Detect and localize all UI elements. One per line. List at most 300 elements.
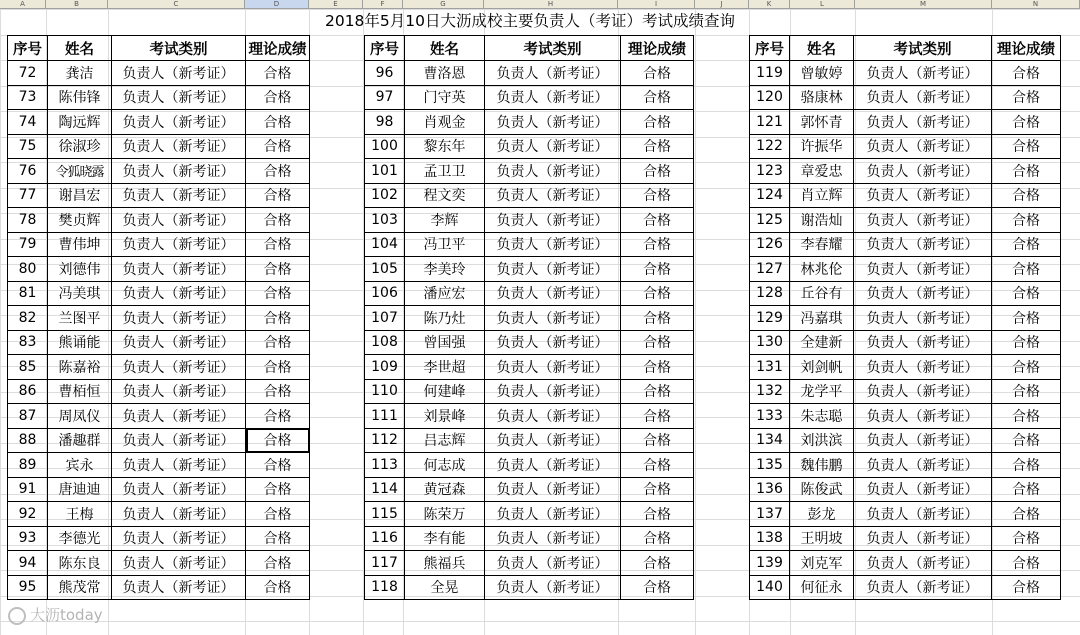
table-row xyxy=(8,134,310,159)
exam-type-cell[interactable]: 负责人（新考证） xyxy=(485,526,621,551)
column-header-h[interactable]: H xyxy=(484,0,618,8)
name-cell[interactable]: 李世超 xyxy=(405,355,485,380)
column-header-e[interactable]: E xyxy=(309,0,363,8)
name-cell[interactable]: 全建新 xyxy=(790,330,854,355)
exam-type-cell[interactable]: 负责人（新考证） xyxy=(854,85,992,110)
exam-type-cell[interactable]: 负责人（新考证） xyxy=(485,502,621,527)
exam-type-cell[interactable]: 负责人（新考证） xyxy=(112,502,246,527)
score-cell[interactable]: 合格 xyxy=(992,575,1061,600)
column-header-c[interactable]: C xyxy=(108,0,245,8)
name-cell[interactable]: 李德光 xyxy=(48,526,112,551)
score-cell[interactable]: 合格 xyxy=(621,159,694,184)
exam-type-cell[interactable]: 负责人（新考证） xyxy=(485,306,621,331)
score-cell[interactable]: 合格 xyxy=(246,159,310,184)
score-cell[interactable]: 合格 xyxy=(246,134,310,159)
name-cell[interactable]: 刘洪滨 xyxy=(790,428,854,453)
header-score[interactable]: 理论成绩 xyxy=(992,36,1061,61)
exam-type-cell[interactable]: 负责人（新考证） xyxy=(112,330,246,355)
row-number-cell[interactable]: 121 xyxy=(750,110,790,135)
name-cell[interactable]: 陈乃灶 xyxy=(405,306,485,331)
name-cell[interactable]: 门守英 xyxy=(405,85,485,110)
name-cell[interactable]: 魏伟鹏 xyxy=(790,453,854,478)
name-cell[interactable]: 朱志聪 xyxy=(790,404,854,429)
row-number-cell[interactable]: 87 xyxy=(8,404,48,429)
score-cell[interactable]: 合格 xyxy=(621,575,694,600)
row-number-cell[interactable]: 118 xyxy=(365,575,405,600)
score-cell[interactable]: 合格 xyxy=(246,526,310,551)
header-no[interactable]: 序号 xyxy=(365,36,405,61)
row-number-cell[interactable]: 106 xyxy=(365,281,405,306)
score-cell[interactable]: 合格 xyxy=(992,502,1061,527)
column-header-m[interactable]: M xyxy=(855,0,992,8)
exam-type-cell[interactable]: 负责人（新考证） xyxy=(854,428,992,453)
column-header-l[interactable]: L xyxy=(790,0,855,8)
score-cell[interactable]: 合格 xyxy=(621,306,694,331)
row-number-cell[interactable]: 128 xyxy=(750,281,790,306)
exam-type-cell[interactable]: 负责人（新考证） xyxy=(854,208,992,233)
name-cell[interactable]: 刘剑帆 xyxy=(790,355,854,380)
score-cell[interactable]: 合格 xyxy=(992,134,1061,159)
exam-type-cell[interactable]: 负责人（新考证） xyxy=(854,281,992,306)
score-cell[interactable]: 合格 xyxy=(246,379,310,404)
score-cell[interactable]: 合格 xyxy=(992,257,1061,282)
exam-type-cell[interactable]: 负责人（新考证） xyxy=(485,257,621,282)
row-number-cell[interactable]: 77 xyxy=(8,183,48,208)
column-header-d[interactable]: D xyxy=(245,0,309,8)
row-number-cell[interactable]: 133 xyxy=(750,404,790,429)
name-cell[interactable]: 曾敏婷 xyxy=(790,61,854,86)
watermark-logo-icon xyxy=(8,607,26,625)
row-number-cell[interactable]: 100 xyxy=(365,134,405,159)
name-cell[interactable]: 冯美琪 xyxy=(48,281,112,306)
exam-type-cell[interactable]: 负责人（新考证） xyxy=(485,208,621,233)
row-number-cell[interactable]: 135 xyxy=(750,453,790,478)
row-number-cell[interactable]: 117 xyxy=(365,551,405,576)
row-number-cell[interactable]: 123 xyxy=(750,159,790,184)
exam-type-cell[interactable]: 负责人（新考证） xyxy=(854,502,992,527)
row-number-cell[interactable]: 76 xyxy=(8,159,48,184)
row-number-cell[interactable]: 139 xyxy=(750,551,790,576)
row-number-cell[interactable]: 83 xyxy=(8,330,48,355)
name-cell[interactable]: 徐淑珍 xyxy=(48,134,112,159)
row-number-cell[interactable]: 93 xyxy=(8,526,48,551)
row-number-cell[interactable]: 113 xyxy=(365,453,405,478)
row-number-cell[interactable]: 102 xyxy=(365,183,405,208)
name-cell[interactable]: 周凤仪 xyxy=(48,404,112,429)
exam-type-cell[interactable]: 负责人（新考证） xyxy=(854,110,992,135)
row-number-cell[interactable]: 94 xyxy=(8,551,48,576)
score-cell[interactable]: 合格 xyxy=(621,183,694,208)
name-cell[interactable]: 熊茂常 xyxy=(48,575,112,600)
name-cell[interactable]: 陈嘉裕 xyxy=(48,355,112,380)
exam-type-cell[interactable]: 负责人（新考证） xyxy=(485,61,621,86)
row-number-cell[interactable]: 80 xyxy=(8,257,48,282)
exam-type-cell[interactable]: 负责人（新考证） xyxy=(112,232,246,257)
exam-type-cell[interactable]: 负责人（新考证） xyxy=(485,232,621,257)
name-cell[interactable]: 许振华 xyxy=(790,134,854,159)
row-number-cell[interactable]: 125 xyxy=(750,208,790,233)
row-number-cell[interactable]: 88 xyxy=(8,428,48,453)
name-cell[interactable]: 程文奕 xyxy=(405,183,485,208)
exam-type-cell[interactable]: 负责人（新考证） xyxy=(112,355,246,380)
name-cell[interactable]: 陶远辉 xyxy=(48,110,112,135)
exam-type-cell[interactable]: 负责人（新考证） xyxy=(112,257,246,282)
score-cell[interactable]: 合格 xyxy=(992,232,1061,257)
header-type[interactable]: 考试类别 xyxy=(112,36,246,61)
score-cell[interactable]: 合格 xyxy=(246,575,310,600)
score-cell[interactable]: 合格 xyxy=(621,257,694,282)
name-cell[interactable]: 李美玲 xyxy=(405,257,485,282)
row-number-cell[interactable]: 85 xyxy=(8,355,48,380)
exam-type-cell[interactable]: 负责人（新考证） xyxy=(854,183,992,208)
name-cell[interactable]: 谢昌宏 xyxy=(48,183,112,208)
score-cell[interactable]: 合格 xyxy=(992,477,1061,502)
exam-type-cell[interactable]: 负责人（新考证） xyxy=(854,477,992,502)
row-number-cell[interactable]: 129 xyxy=(750,306,790,331)
exam-type-cell[interactable]: 负责人（新考证） xyxy=(112,306,246,331)
row-number-cell[interactable]: 101 xyxy=(365,159,405,184)
column-header-b[interactable]: B xyxy=(46,0,108,8)
score-cell[interactable]: 合格 xyxy=(621,355,694,380)
name-cell[interactable]: 彭龙 xyxy=(790,502,854,527)
name-cell[interactable]: 全晃 xyxy=(405,575,485,600)
name-cell[interactable]: 林兆伦 xyxy=(790,257,854,282)
row-number-cell[interactable]: 91 xyxy=(8,477,48,502)
row-number-cell[interactable]: 104 xyxy=(365,232,405,257)
exam-type-cell[interactable]: 负责人（新考证） xyxy=(485,85,621,110)
exam-type-cell[interactable]: 负责人（新考证） xyxy=(485,134,621,159)
row-number-cell[interactable]: 82 xyxy=(8,306,48,331)
name-cell[interactable]: 刘景峰 xyxy=(405,404,485,429)
name-cell[interactable]: 龙学平 xyxy=(790,379,854,404)
score-cell[interactable]: 合格 xyxy=(992,85,1061,110)
score-cell[interactable]: 合格 xyxy=(246,355,310,380)
exam-type-cell[interactable]: 负责人（新考证） xyxy=(854,575,992,600)
name-cell[interactable]: 丘谷有 xyxy=(790,281,854,306)
exam-type-cell[interactable]: 负责人（新考证） xyxy=(112,379,246,404)
row-number-cell[interactable]: 109 xyxy=(365,355,405,380)
row-number-cell[interactable]: 72 xyxy=(8,61,48,86)
name-cell[interactable]: 樊贞辉 xyxy=(48,208,112,233)
row-number-cell[interactable]: 75 xyxy=(8,134,48,159)
score-cell[interactable]: 合格 xyxy=(621,502,694,527)
score-cell[interactable]: 合格 xyxy=(992,551,1061,576)
score-cell[interactable]: 合格 xyxy=(246,110,310,135)
exam-type-cell[interactable]: 负责人（新考证） xyxy=(854,355,992,380)
name-cell[interactable]: 曹伟坤 xyxy=(48,232,112,257)
score-cell[interactable]: 合格 xyxy=(992,183,1061,208)
exam-type-cell[interactable]: 负责人（新考证） xyxy=(854,330,992,355)
exam-type-cell[interactable]: 负责人（新考证） xyxy=(112,551,246,576)
score-cell[interactable]: 合格 xyxy=(621,428,694,453)
exam-type-cell[interactable]: 负责人（新考证） xyxy=(112,134,246,159)
name-cell[interactable]: 龚洁 xyxy=(48,61,112,86)
score-cell[interactable]: 合格 xyxy=(992,404,1061,429)
score-cell[interactable]: 合格 xyxy=(992,110,1061,135)
column-header-j[interactable]: J xyxy=(695,0,749,8)
score-cell[interactable]: 合格 xyxy=(621,281,694,306)
score-cell[interactable]: 合格 xyxy=(621,134,694,159)
row-number-cell[interactable]: 79 xyxy=(8,232,48,257)
score-cell[interactable]: 合格 xyxy=(246,257,310,282)
score-cell[interactable]: 合格 xyxy=(992,526,1061,551)
exam-type-cell[interactable]: 负责人（新考证） xyxy=(112,159,246,184)
score-cell[interactable]: 合格 xyxy=(621,232,694,257)
score-cell[interactable]: 合格 xyxy=(992,61,1061,86)
header-no[interactable]: 序号 xyxy=(750,36,790,61)
score-cell[interactable]: 合格 xyxy=(992,306,1061,331)
row-number-cell[interactable]: 73 xyxy=(8,85,48,110)
row-number-cell[interactable]: 95 xyxy=(8,575,48,600)
row-number-cell[interactable]: 138 xyxy=(750,526,790,551)
exam-type-cell[interactable]: 负责人（新考证） xyxy=(854,379,992,404)
exam-type-cell[interactable]: 负责人（新考证） xyxy=(112,208,246,233)
name-cell[interactable]: 孟卫卫 xyxy=(405,159,485,184)
exam-type-cell[interactable]: 负责人（新考证） xyxy=(854,61,992,86)
exam-type-cell[interactable]: 负责人（新考证） xyxy=(485,404,621,429)
row-number-cell[interactable]: 110 xyxy=(365,379,405,404)
exam-type-cell[interactable]: 负责人（新考证） xyxy=(112,526,246,551)
exam-type-cell[interactable]: 负责人（新考证） xyxy=(854,453,992,478)
column-header-bar xyxy=(0,0,1080,9)
exam-type-cell[interactable]: 负责人（新考证） xyxy=(485,110,621,135)
score-cell[interactable]: 合格 xyxy=(621,208,694,233)
score-cell[interactable]: 合格 xyxy=(621,404,694,429)
name-cell[interactable]: 冯嘉琪 xyxy=(790,306,854,331)
name-cell[interactable]: 熊诵能 xyxy=(48,330,112,355)
exam-type-cell[interactable]: 负责人（新考证） xyxy=(485,453,621,478)
name-cell[interactable]: 李有能 xyxy=(405,526,485,551)
row-number-cell[interactable]: 120 xyxy=(750,85,790,110)
name-cell[interactable]: 唐迪迪 xyxy=(48,477,112,502)
exam-type-cell[interactable]: 负责人（新考证） xyxy=(854,526,992,551)
name-cell[interactable]: 何征永 xyxy=(790,575,854,600)
row-number-cell[interactable]: 107 xyxy=(365,306,405,331)
row-number-cell[interactable]: 124 xyxy=(750,183,790,208)
name-cell[interactable]: 冯卫平 xyxy=(405,232,485,257)
score-cell[interactable]: 合格 xyxy=(246,183,310,208)
name-cell[interactable]: 郭怀青 xyxy=(790,110,854,135)
table-row xyxy=(8,61,310,86)
row-number-cell[interactable]: 116 xyxy=(365,526,405,551)
score-cell[interactable]: 合格 xyxy=(621,85,694,110)
exam-type-cell[interactable]: 负责人（新考证） xyxy=(854,551,992,576)
row-number-cell[interactable]: 122 xyxy=(750,134,790,159)
row-number-cell[interactable]: 140 xyxy=(750,575,790,600)
row-number-cell[interactable]: 134 xyxy=(750,428,790,453)
score-cell[interactable]: 合格 xyxy=(621,453,694,478)
header-no[interactable]: 序号 xyxy=(8,36,48,61)
name-cell[interactable]: 曹洛恩 xyxy=(405,61,485,86)
exam-type-cell[interactable]: 负责人（新考证） xyxy=(485,355,621,380)
header-name[interactable]: 姓名 xyxy=(48,36,112,61)
name-cell[interactable]: 熊福兵 xyxy=(405,551,485,576)
name-cell[interactable]: 刘克军 xyxy=(790,551,854,576)
row-number-cell[interactable]: 97 xyxy=(365,85,405,110)
row-number-cell[interactable]: 78 xyxy=(8,208,48,233)
name-cell[interactable]: 骆康林 xyxy=(790,85,854,110)
score-cell[interactable]: 合格 xyxy=(246,232,310,257)
score-cell[interactable]: 合格 xyxy=(246,85,310,110)
exam-type-cell[interactable]: 负责人（新考证） xyxy=(112,281,246,306)
name-cell[interactable]: 李春耀 xyxy=(790,232,854,257)
name-cell[interactable]: 令狐晓露 xyxy=(48,159,112,184)
header-score[interactable]: 理论成绩 xyxy=(246,36,310,61)
score-cell[interactable]: 合格 xyxy=(992,330,1061,355)
score-cell[interactable]: 合格 xyxy=(246,477,310,502)
row-number-cell[interactable]: 74 xyxy=(8,110,48,135)
exam-type-cell[interactable]: 负责人（新考证） xyxy=(854,159,992,184)
score-cell[interactable]: 合格 xyxy=(621,110,694,135)
row-number-cell[interactable]: 137 xyxy=(750,502,790,527)
exam-type-cell[interactable]: 负责人（新考证） xyxy=(485,183,621,208)
name-cell[interactable]: 陈东良 xyxy=(48,551,112,576)
score-cell[interactable]: 合格 xyxy=(992,159,1061,184)
name-cell[interactable]: 陈荣万 xyxy=(405,502,485,527)
row-number-cell[interactable]: 108 xyxy=(365,330,405,355)
score-cell[interactable]: 合格 xyxy=(621,330,694,355)
exam-type-cell[interactable]: 负责人（新考证） xyxy=(112,404,246,429)
score-cell[interactable]: 合格 xyxy=(992,355,1061,380)
row-number-cell[interactable]: 81 xyxy=(8,281,48,306)
column-header-n[interactable]: N xyxy=(992,0,1080,8)
exam-type-cell[interactable]: 负责人（新考证） xyxy=(485,330,621,355)
exam-type-cell[interactable]: 负责人（新考证） xyxy=(854,232,992,257)
exam-type-cell[interactable]: 负责人（新考证） xyxy=(854,134,992,159)
score-cell[interactable]: 合格 xyxy=(992,453,1061,478)
name-cell[interactable]: 何志成 xyxy=(405,453,485,478)
score-cell[interactable]: 合格 xyxy=(246,306,310,331)
name-cell[interactable]: 黎东年 xyxy=(405,134,485,159)
table-row xyxy=(8,306,310,331)
score-cell[interactable]: 合格 xyxy=(246,404,310,429)
name-cell[interactable]: 陈伟锋 xyxy=(48,85,112,110)
score-cell[interactable]: 合格 xyxy=(246,453,310,478)
exam-type-cell[interactable]: 负责人（新考证） xyxy=(112,61,246,86)
row-number-cell[interactable]: 119 xyxy=(750,61,790,86)
exam-type-cell[interactable]: 负责人（新考证） xyxy=(485,477,621,502)
score-cell[interactable]: 合格 xyxy=(246,502,310,527)
exam-type-cell[interactable]: 负责人（新考证） xyxy=(485,379,621,404)
row-number-cell[interactable]: 89 xyxy=(8,453,48,478)
row-number-cell[interactable]: 112 xyxy=(365,428,405,453)
score-cell[interactable]: 合格 xyxy=(621,477,694,502)
name-cell[interactable]: 潘趣群 xyxy=(48,428,112,453)
row-number-cell[interactable]: 92 xyxy=(8,502,48,527)
row-number-cell[interactable]: 130 xyxy=(750,330,790,355)
table-row xyxy=(8,208,310,233)
row-number-cell[interactable]: 132 xyxy=(750,379,790,404)
row-number-cell[interactable]: 105 xyxy=(365,257,405,282)
exam-type-cell[interactable]: 负责人（新考证） xyxy=(485,575,621,600)
score-cell[interactable]: 合格 xyxy=(246,61,310,86)
name-cell[interactable]: 吕志辉 xyxy=(405,428,485,453)
table-row xyxy=(750,477,1061,502)
row-number-cell[interactable]: 111 xyxy=(365,404,405,429)
name-cell[interactable]: 曾国强 xyxy=(405,330,485,355)
name-cell[interactable]: 肖观金 xyxy=(405,110,485,135)
header-score[interactable]: 理论成绩 xyxy=(621,36,694,61)
exam-type-cell[interactable]: 负责人（新考证） xyxy=(854,306,992,331)
header-name[interactable]: 姓名 xyxy=(405,36,485,61)
exam-type-cell[interactable]: 负责人（新考证） xyxy=(485,551,621,576)
exam-type-cell[interactable]: 负责人（新考证） xyxy=(112,477,246,502)
row-number-cell[interactable]: 98 xyxy=(365,110,405,135)
score-cell[interactable]: 合格 xyxy=(246,281,310,306)
name-cell[interactable]: 王梅 xyxy=(48,502,112,527)
column-header-i[interactable]: I xyxy=(618,0,695,8)
score-cell[interactable]: 合格 xyxy=(992,281,1061,306)
exam-type-cell[interactable]: 负责人（新考证） xyxy=(854,404,992,429)
name-cell[interactable]: 潘应宏 xyxy=(405,281,485,306)
header-type[interactable]: 考试类别 xyxy=(485,36,621,61)
name-cell[interactable]: 何建峰 xyxy=(405,379,485,404)
column-header-f[interactable]: F xyxy=(363,0,403,8)
column-header-k[interactable]: K xyxy=(749,0,790,8)
name-cell[interactable]: 李辉 xyxy=(405,208,485,233)
exam-type-cell[interactable]: 负责人（新考证） xyxy=(112,110,246,135)
table-row xyxy=(750,428,1061,453)
exam-type-cell[interactable]: 负责人（新考证） xyxy=(854,257,992,282)
row-number-cell[interactable]: 136 xyxy=(750,477,790,502)
exam-type-cell[interactable]: 负责人（新考证） xyxy=(485,281,621,306)
score-cell[interactable]: 合格 xyxy=(621,526,694,551)
score-cell[interactable]: 合格 xyxy=(992,208,1061,233)
score-cell[interactable]: 合格 xyxy=(621,379,694,404)
header-name[interactable]: 姓名 xyxy=(790,36,854,61)
exam-type-cell[interactable]: 负责人（新考证） xyxy=(112,428,246,453)
name-cell[interactable]: 刘德伟 xyxy=(48,257,112,282)
score-cell[interactable]: 合格 xyxy=(246,428,310,453)
row-number-cell[interactable]: 96 xyxy=(365,61,405,86)
name-cell[interactable]: 陈俊武 xyxy=(790,477,854,502)
exam-type-cell[interactable]: 负责人（新考证） xyxy=(485,428,621,453)
row-number-cell[interactable]: 86 xyxy=(8,379,48,404)
column-header-g[interactable]: G xyxy=(403,0,484,8)
row-number-cell[interactable]: 114 xyxy=(365,477,405,502)
column-header-a[interactable]: A xyxy=(0,0,46,8)
score-cell[interactable]: 合格 xyxy=(246,330,310,355)
row-number-cell[interactable]: 115 xyxy=(365,502,405,527)
score-cell[interactable]: 合格 xyxy=(992,428,1061,453)
row-number-cell[interactable]: 126 xyxy=(750,232,790,257)
name-cell[interactable]: 章爱忠 xyxy=(790,159,854,184)
score-cell[interactable]: 合格 xyxy=(246,208,310,233)
name-cell[interactable]: 谢浩灿 xyxy=(790,208,854,233)
name-cell[interactable]: 王明坡 xyxy=(790,526,854,551)
row-number-cell[interactable]: 131 xyxy=(750,355,790,380)
score-cell[interactable]: 合格 xyxy=(621,61,694,86)
exam-type-cell[interactable]: 负责人（新考证） xyxy=(112,453,246,478)
exam-type-cell[interactable]: 负责人（新考证） xyxy=(485,159,621,184)
row-number-cell[interactable]: 127 xyxy=(750,257,790,282)
exam-type-cell[interactable]: 负责人（新考证） xyxy=(112,183,246,208)
name-cell[interactable]: 肖立辉 xyxy=(790,183,854,208)
row-number-cell[interactable]: 103 xyxy=(365,208,405,233)
header-type[interactable]: 考试类别 xyxy=(854,36,992,61)
exam-type-cell[interactable]: 负责人（新考证） xyxy=(112,575,246,600)
table-row xyxy=(8,110,310,135)
name-cell[interactable]: 黄冠森 xyxy=(405,477,485,502)
exam-type-cell[interactable]: 负责人（新考证） xyxy=(112,85,246,110)
table-row xyxy=(750,281,1061,306)
name-cell[interactable]: 曹栢恒 xyxy=(48,379,112,404)
score-cell[interactable]: 合格 xyxy=(246,551,310,576)
score-cell[interactable]: 合格 xyxy=(621,551,694,576)
name-cell[interactable]: 宾永 xyxy=(48,453,112,478)
score-cell[interactable]: 合格 xyxy=(992,379,1061,404)
name-cell[interactable]: 兰图平 xyxy=(48,306,112,331)
